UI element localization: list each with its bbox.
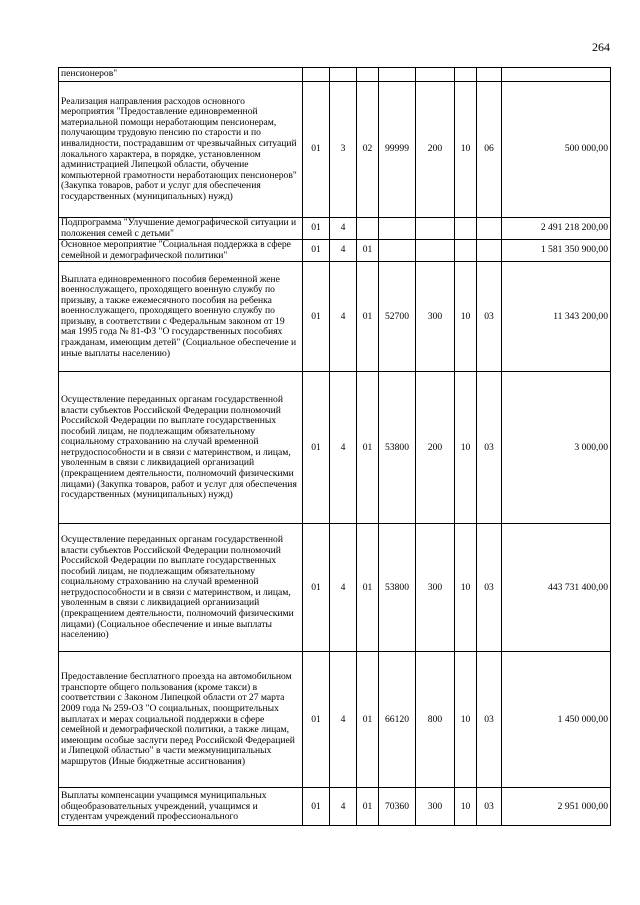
program-code: 01 (303, 524, 330, 652)
expense-type-code (416, 68, 455, 82)
activity-code: 01 (357, 788, 379, 826)
direction-code: 99999 (379, 82, 416, 218)
row-description: Основное мероприятие "Социальная поддержка в сфере семейной и демографической политики" (59, 240, 303, 262)
subsection-code (477, 240, 502, 262)
section-code (455, 218, 477, 240)
amount: 2 951 000,00 (502, 788, 611, 826)
subsection-code: 03 (477, 652, 502, 788)
expense-type-code: 200 (416, 372, 455, 524)
amount: 1 581 350 900,00 (502, 240, 611, 262)
direction-code (379, 240, 416, 262)
activity-code: 01 (357, 524, 379, 652)
subprogram-code (330, 68, 357, 82)
amount: 11 343 200,00 (502, 262, 611, 372)
table-row (59, 218, 611, 240)
table-row (59, 524, 611, 652)
section-code (455, 68, 477, 82)
subprogram-code: 4 (330, 218, 357, 240)
expense-type-code (416, 240, 455, 262)
subsection-code (477, 68, 502, 82)
activity-code (357, 218, 379, 240)
activity-code: 02 (357, 82, 379, 218)
subprogram-code: 4 (330, 372, 357, 524)
subprogram-code: 4 (330, 240, 357, 262)
direction-code: 53800 (379, 372, 416, 524)
amount: 1 450 000,00 (502, 652, 611, 788)
subsection-code: 03 (477, 524, 502, 652)
subsection-code: 03 (477, 788, 502, 826)
section-code (455, 240, 477, 262)
activity-code: 01 (357, 262, 379, 372)
activity-code (357, 68, 379, 82)
program-code: 01 (303, 240, 330, 262)
table-row (59, 788, 611, 826)
page-number: 264 (592, 40, 610, 54)
amount: 3 000,00 (502, 372, 611, 524)
expense-type-code: 800 (416, 652, 455, 788)
amount (502, 68, 611, 82)
program-code: 01 (303, 788, 330, 826)
section-code: 10 (455, 652, 477, 788)
section-code: 10 (455, 788, 477, 826)
direction-code (379, 68, 416, 82)
program-code: 01 (303, 262, 330, 372)
row-description: Выплаты компенсации учащимся муниципальных общеобразовательных учреждений, учащимся и студентам учреждений профессионального (59, 788, 303, 826)
subsection-code: 06 (477, 82, 502, 218)
subprogram-code: 4 (330, 524, 357, 652)
direction-code: 66120 (379, 652, 416, 788)
amount: 2 491 218 200,00 (502, 218, 611, 240)
program-code: 01 (303, 218, 330, 240)
table-row (59, 262, 611, 372)
program-code (303, 68, 330, 82)
direction-code: 53800 (379, 524, 416, 652)
program-code: 01 (303, 82, 330, 218)
expense-type-code: 200 (416, 82, 455, 218)
table-row (59, 240, 611, 262)
subprogram-code: 4 (330, 652, 357, 788)
activity-code: 01 (357, 652, 379, 788)
table-row (59, 82, 611, 218)
direction-code (379, 218, 416, 240)
row-description: Осуществление переданных органам государственной власти субъектов Российской Федерации полномочий Российской Федерации по выплате государственных пособий лицам, не подлежащим обязательному социальному страхованию на случай временной нетрудоспособности и в связи с материнством, и лицам, уволенным в связи с ликвидацией органиизаций (прекращением деятельности, полномочий физическими лицами) (Социальное обеспечение и иные выплаты населению) (59, 524, 303, 652)
subsection-code (477, 218, 502, 240)
subprogram-code: 3 (330, 82, 357, 218)
row-description: Реализация направления расходов основного мероприятия "Предоставление единовременной материальной помощи неработающим пенсионерам, получающим трудовую пенсию по старости и по инвалидности, пострадавшим от чрезвычайных ситуаций локального характера, в порядке, установленном администрацией Липецкой области, обучение компьютерной грамотности неработающих пенсионеров" (Закупка товаров, работ и услуг для обеспечения государственных (муниципальных) нужд) (59, 82, 303, 218)
expense-type-code: 300 (416, 788, 455, 826)
subsection-code: 03 (477, 372, 502, 524)
table-row (59, 68, 611, 82)
direction-code: 70360 (379, 788, 416, 826)
row-description: Предоставление бесплатного проезда на автомобильном транспорте общего пользования (кроме такси) в соответствии с Законом Липецкой области от 27 марта 2009 года № 259-ОЗ "О социальных, поощрительных выплатах и мерах социальной поддержки в сфере семейной и демографической политики, а также лицам, имеющим особые заслуги перед Российской Федерацией и Липецкой областью" в части межмуниципальных маршрутов (Иные бюджетные ассигнования) (59, 652, 303, 788)
row-description: Выплата единовременного пособия беременной жене военнослужащего, проходящего военную службу по призыву, а также ежемесячного пособия на ребенка военнослужащего, проходящего военную службу по призыву, в соответствии с Федеральным законом от 19 мая 1995 года № 81-ФЗ "О государственных пособиях гражданам, имеющим детей" (Социальное обеспечение и иные выплаты населению) (59, 262, 303, 372)
table-row (59, 372, 611, 524)
program-code: 01 (303, 372, 330, 524)
activity-code: 01 (357, 372, 379, 524)
section-code: 10 (455, 82, 477, 218)
row-description: Подпрограмма "Улучшение демографической ситуации и положения семей с детьми" (59, 218, 303, 240)
direction-code: 52700 (379, 262, 416, 372)
subsection-code: 03 (477, 262, 502, 372)
section-code: 10 (455, 372, 477, 524)
row-description: пенсионеров" (59, 68, 303, 82)
expense-type-code: 300 (416, 262, 455, 372)
activity-code: 01 (357, 240, 379, 262)
subprogram-code: 4 (330, 788, 357, 826)
budget-table (58, 67, 611, 826)
table-row (59, 652, 611, 788)
program-code: 01 (303, 652, 330, 788)
expense-type-code: 300 (416, 524, 455, 652)
subprogram-code: 4 (330, 262, 357, 372)
amount: 443 731 400,00 (502, 524, 611, 652)
amount: 500 000,00 (502, 82, 611, 218)
section-code: 10 (455, 262, 477, 372)
row-description: Осуществление переданных органам государственной власти субъектов Российской Федерации полномочий Российской Федерации по выплате государственных пособий лицам, не подлежащим обязательному социальному страхованию на случай временной нетрудоспособности и в связи с материнством, и лицам, уволенным в связи с ликвидацией организаций (прекращением деятельности, полномочий физическими лицами) (Закупка товаров, работ и услуг для обеспечения государственных (муниципальных) нужд) (59, 372, 303, 524)
section-code: 10 (455, 524, 477, 652)
expense-type-code (416, 218, 455, 240)
